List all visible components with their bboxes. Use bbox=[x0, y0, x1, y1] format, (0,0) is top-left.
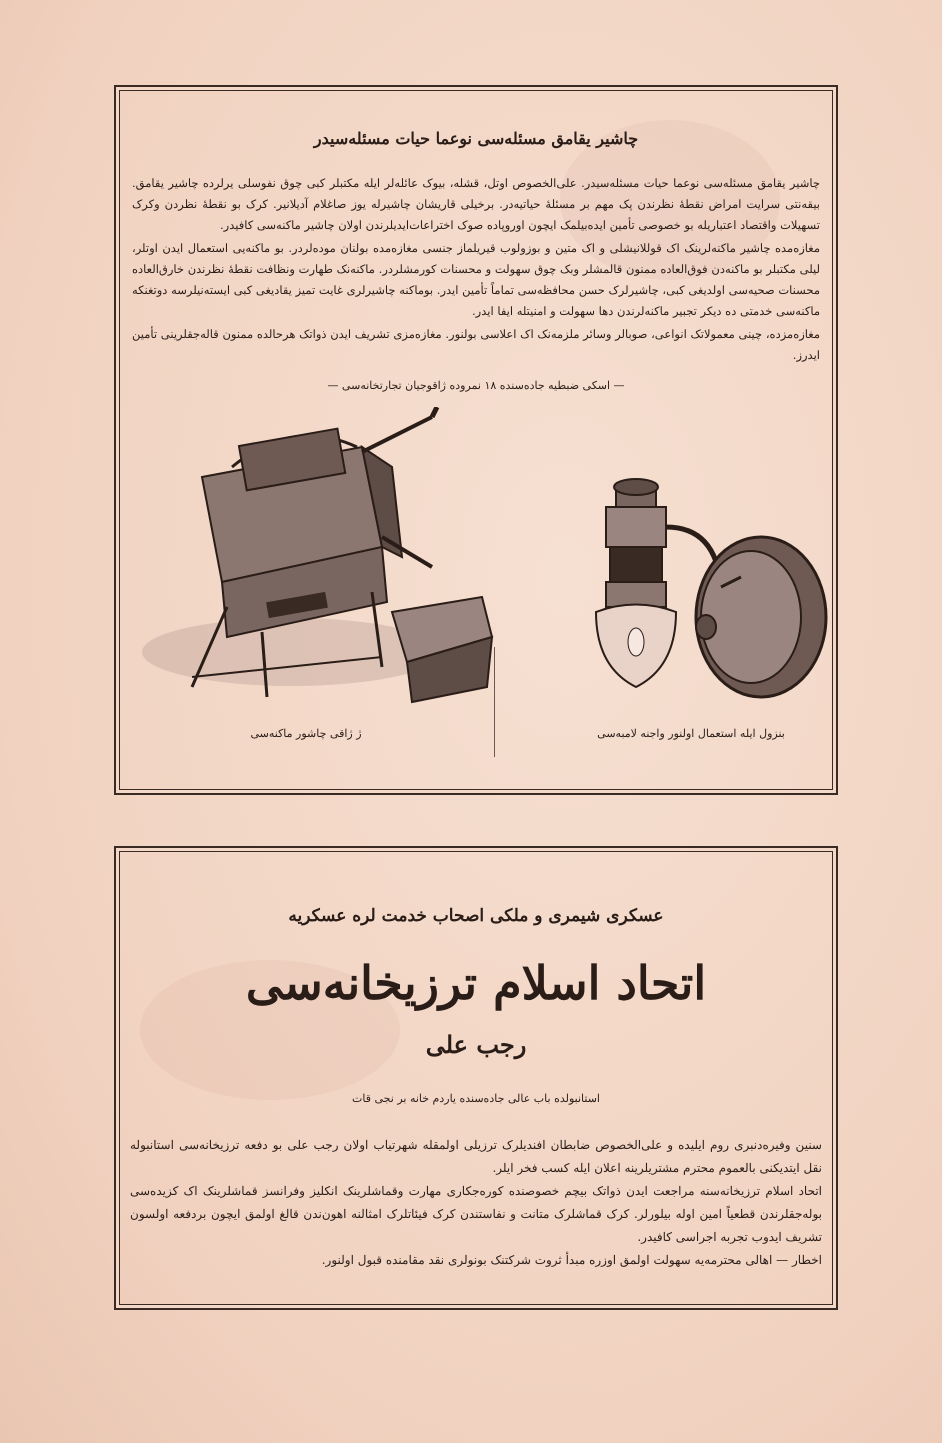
ad-paragraph: مغازه‌مزده، چینی معمولاتک انواعی، صوبالر وسائر ملزمه‌نک اک اعلاسی بولنور. مغازه‌مزی تشریف ایدن ذواتک هرحالده ممنون قاله‌جقلرینی تأمین ایدرز. bbox=[132, 327, 820, 362]
ad-title: چاشیر یقامق مسئله‌سی نوعما حیات مسئله‌سیدر bbox=[313, 129, 639, 148]
ad-notice: اخطار — اهالی محترمه‌یه سهولت اولمق اوزره مبدأ ثروت شرکتنک بونولری نقد مقامنده قبول اولنور. bbox=[321, 1253, 822, 1267]
tailor-shop-advertisement bbox=[114, 846, 838, 1310]
washing-machine-illustration bbox=[132, 407, 502, 707]
ad-paragraph: مغازه‌مده چاشیر ماکنه‌لرینک اک قوللانیشلی و اک متین و بوزولوب قیریلماز جنسی مغازه‌مده بولنان موده‌لردر. بو ماکنه‌یی استعمال ایدن اوتلر، لیلی مکتبلر بو ماکنه‌دن فوق‌العاده ممنون قالمشلر وبک چوق سهولت و محسنات کورمشلردر. ماکنه‌نک طهارت ونظافت نقطهٔ نظرندن خارق‌العاده محسنات صحیه‌سی اولدیغی کبی، چاشیرلرک حسن محافظه‌سی تماماً تأمین ایدر. بوماکنه چاشیرلری غایت تمیز یقادیغی کبی ایسته‌نیلرسه دوتغنکه ماکنه‌سی خدمتی ده دیکر تجبیر ماکنه‌لرندن دها سهولت و امنیتله ایفا ایدر. bbox=[132, 241, 820, 318]
ad-credit-line: — اسکی ضبطیه جاده‌سنده ۱۸ نمروده ژاقوجیان تجارتخانه‌سی — bbox=[327, 379, 625, 392]
proprietor-name: رجب علی bbox=[425, 1030, 527, 1059]
ad-body-text bbox=[132, 173, 820, 368]
ad-paragraph: چاشیر یقامق مسئله‌سی نوعما حیات مسئله‌سیدر. علی‌الخصوص اوتل، قشله، بیوک عائله‌لر ایله مکتبلر کبی چوق نفوسلی یرلرده چاشیر یقامق. بیقه‌نتی سرایت امراض نقطهٔ نظرندن پک مهم بر مسئلهٔ حیاتیه‌در. برخیلی قاریشان چاشیرله یوز صاغلام آدیلانیر. کرک بو نقطهٔ نظردن وکرک تسهیلات واقتصاد اعتباریله بو خصوصی تأمین ایده‌بیلمک ایچون اوروپاده صوک اختراعات‌ایدیلرندن اولان چاشیر ماکنه‌سی کافیدر. bbox=[132, 176, 820, 232]
laundry-machine-advertisement bbox=[114, 85, 838, 795]
ad-body-text bbox=[130, 1134, 822, 1272]
ad-paragraph: اتحاد اسلام ترزیخانه‌سنه مراجعت ایدن ذواتک بیچم خصوصنده کوره‌جکاری مهارت وقماشلرینک انکلیز وفرانسز قماشلرینک اک کزیده‌سی بوله‌جقلرندن قطعیاً امین اوله بیلورلر. کرک قماشلرک متانت و نفاستندن کرک فیئاتلرک امثالنه اهون‌ندن قالغ اولمق ایچون بردفعه اولسون تشریف ایدوب تجربه اجراسی کافیدر. bbox=[130, 1184, 822, 1244]
caption-petrol-lamp: بنزول ایله استعمال اولنور واجنه لامبه‌سی bbox=[597, 727, 785, 740]
column-divider bbox=[494, 647, 495, 757]
caption-washing-machine: ژ ژاقی چاشور ماکنه‌سی bbox=[250, 727, 362, 740]
petrol-lamp-illustration bbox=[546, 467, 836, 737]
shop-address: استانبولده باب عالی جاده‌سنده یاردم خانه بر نجی قات bbox=[352, 1092, 600, 1105]
ad-subtitle: عسکری شیمری و ملکی اصحاب خدمت لره عسکریه bbox=[288, 906, 664, 926]
ad-headline: اتحاد اسلام ترزیخانه‌سی bbox=[245, 956, 707, 1010]
ad-paragraph: سنین وفیره‌دنبری روم ایلیده و علی‌الخصوص ضابطان افندیلرک ترزیلی اولمقله شهرتیاب اولان رجب علی بو دفعه ترزیخانه‌سی استانبوله نقل ایتدیکنی بالعموم محترم مشتریلرینه اعلان ایله کسب فخر ایلر. bbox=[130, 1138, 822, 1175]
